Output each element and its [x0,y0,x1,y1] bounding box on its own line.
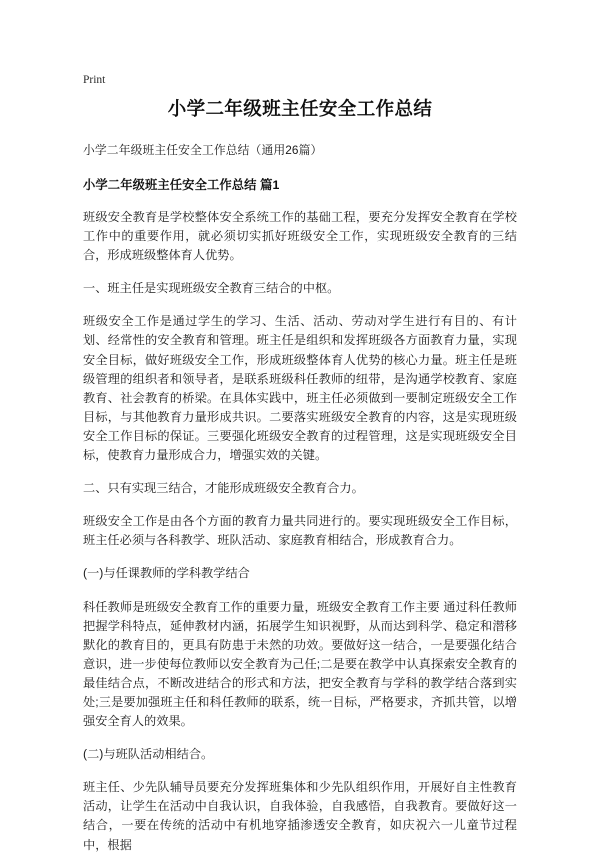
body-paragraph: 班主任、少先队辅导员要充分发挥班集体和少先队组织作用，开展好自主性教育活动，让学生在活动中自我认识，自我体验，自我感悟，自我教育。要做好这一结合，一要在传统的活动中有机地穿插渗透安全教育，如庆祝六一儿童节过程中，根据 [83,780,517,852]
body-paragraph: 班级安全教育是学校整体安全系统工作的基础工程，要充分发挥安全教育在学校工作中的重要作用，就必须切实抓好班级安全工作，实现班级安全教育的三结合，形成班级整体育人优势。 [83,210,517,263]
section-heading: 小学二年级班主任安全工作总结 篇1 [83,178,280,192]
body-paragraph: 班级安全工作是通过学生的学习、生活、活动、劳动对学生进行有目的、有计划、经常性的安全教育和管理。班主任是组织和发挥班级各方面教育力量，实现安全目标，做好班级安全工作，形成班级整体育人优势的核心力量。班主任是班级管理的组织者和领导者，是联系班级科任教师的纽带，是沟通学校教育、家庭教育、社会教育的桥梁。在具体实践中，班主任必须做到一要制定班级安全工作目标，与其他教育力量形成共识。二要落实班级安全教育的内容，这是实现班级安全工作目标的保证。三要强化班级安全教育的过程管理，这是实现班级安全目标，使教育力量形成合力，增强实效的关键。 [83,314,517,463]
document-subtitle: 小学二年级班主任安全工作总结（通用26篇） [83,143,323,157]
body-paragraph: 班级安全工作是由各个方面的教育力量共同进行的。要实现班级安全工作目标，班主任必须与各科教学、班队活动、家庭教育相结合，形成教育合力。 [83,514,517,548]
body-subheading: (一)与任课教师的学科教学结合 [83,566,250,581]
body-paragraph: 科任教师是班级安全教育工作的重要力量，班级安全教育工作主要 通过科任教师把握学科特点，延伸教材内涵，拓展学生知识视野，从而达到科学、稳定和潜移默化的教育目的，更具有防患于未然的功效。要做好这一结合，一是要强化结合意识，进一步使每位教师以安全教育为己任;二是要在教学中认真探索安全教育的最佳结合点，不断改进结合的形式和方法，把安全教育与学科的教学结合落到实处;三是要加强班主任和科任教师的联系，统一目标，严格要求，齐抓共管，以增强安全育人的效果。 [83,599,517,729]
page-title: 小学二年级班主任安全工作总结 [167,98,433,119]
body-paragraph: 一、班主任是实现班级安全教育三结合的中枢。 [83,281,340,296]
print-toolbar [0,0,600,86]
body-subheading: (二)与班队活动相结合。 [83,747,214,762]
document-content [0,96,600,855]
body-paragraph: 二、只有实现三结合，才能形成班级安全教育合力。 [83,481,364,496]
print-link[interactable]: Print [83,74,106,86]
